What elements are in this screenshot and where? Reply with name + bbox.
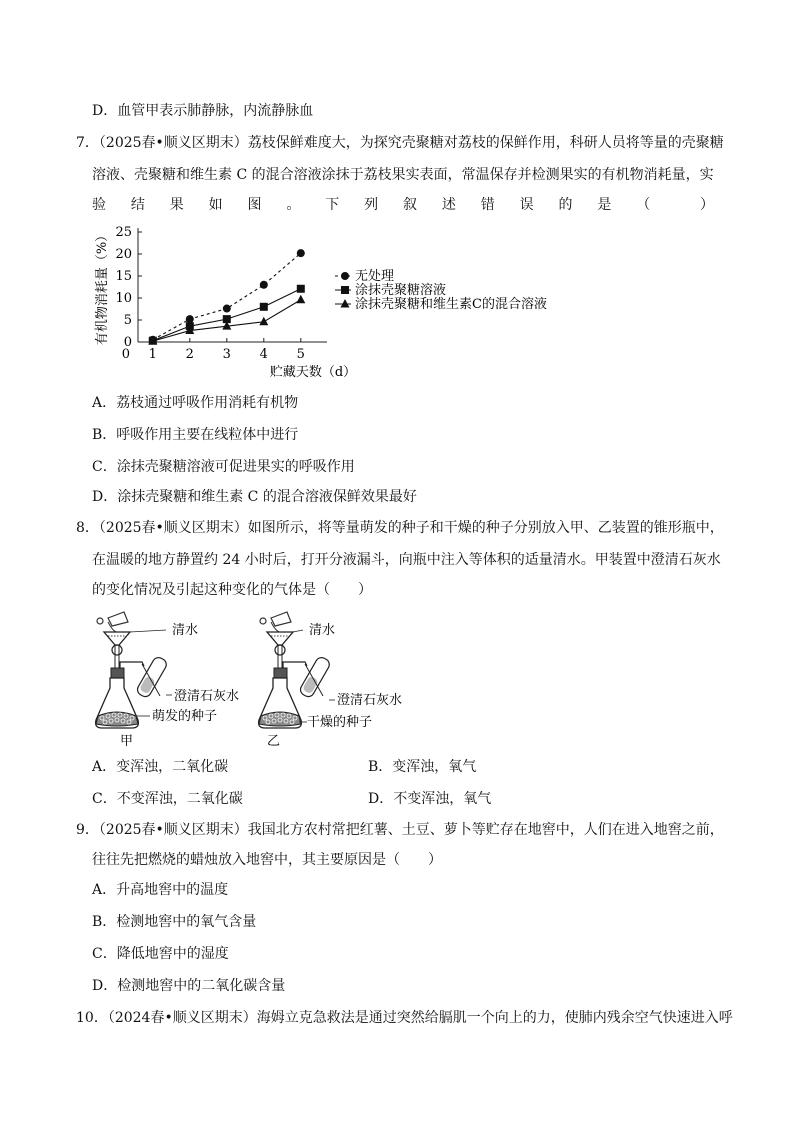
q7-stem-char: 的: [558, 197, 573, 213]
y-tick-label: 20: [115, 247, 132, 262]
q8-stem-line-1: 8．（2025春•顺义区期末）如图所示，将等量萌发的种子和干燥的种子分别放入甲、乙装置的锥形瓶中，: [76, 520, 724, 536]
q7-stem-line-3: [92, 195, 714, 215]
q7-stem-char: 图: [247, 197, 262, 213]
x-tick-label: 3: [222, 347, 231, 362]
x-tick-label: 1: [148, 347, 157, 362]
q8-option-d: D．不变浑浊，氧气: [368, 791, 492, 807]
q8-stem-line-2: 在温暖的地方静置约 24 小时后，打开分液漏斗，向瓶中注入等体积的适量清水。甲装置中澄清石灰水: [92, 552, 721, 568]
data-point-1: [186, 315, 194, 323]
q7-stem-line-2: 溶液、壳聚糖和维生素 C 的混合溶液涂抹于荔枝果实表面，常温保存并检测果实的有机物消耗量，实: [92, 167, 714, 183]
legend-label-1: 无处理: [355, 269, 395, 284]
x-tick-label: 5: [296, 347, 305, 362]
q7-stem-char: 叙: [403, 197, 417, 213]
q7-option-a: A．荔枝通过呼吸作用消耗有机物: [92, 395, 299, 411]
data-point-2: [260, 303, 268, 311]
q7-option-c: C．涂抹壳聚糖溶液可促进果实的呼吸作用: [92, 459, 355, 475]
q7-stem-char: 是: [597, 197, 612, 213]
q7-stem-char: 验: [92, 197, 106, 213]
series-line-2: [153, 289, 301, 341]
q7-stem-char: 述: [441, 197, 456, 213]
y-axis-label: 有机物消耗量（%）: [95, 228, 110, 346]
q7-stem-char: 结: [130, 197, 145, 213]
y-tick-label: 5: [123, 313, 132, 328]
q7-stem-char: 。: [286, 197, 301, 213]
y-tick-label: 25: [115, 225, 132, 240]
legend-marker-2: [341, 286, 349, 294]
x-tick-label: 4: [259, 347, 268, 362]
label-yi: 乙: [267, 734, 281, 749]
q9-option-d: D．检测地窖中的二氧化碳含量: [92, 978, 286, 994]
data-point-1: [260, 281, 268, 289]
q8-apparatus-figure: [90, 610, 420, 750]
legend-marker-1: [341, 272, 349, 280]
q7-option-b: B．呼吸作用主要在线粒体中进行: [92, 427, 299, 443]
data-point-1: [297, 249, 305, 257]
q8-stem-line-3: 的变化情况及引起这种变化的气体是（ ）: [92, 582, 372, 598]
q8-option-a: A．变浑浊，二氧化碳: [92, 759, 229, 775]
legend-label-2: 涂抹壳聚糖溶液: [355, 283, 447, 298]
q8-option-c: C．不变浑浊，二氧化碳: [92, 791, 243, 807]
q7-stem-char: 下: [325, 197, 340, 213]
q7-stem-char: 如: [208, 197, 223, 213]
q7-stem-char: ）: [700, 197, 714, 213]
label-seed-a: 萌发的种子: [152, 709, 218, 724]
q7-stem-char: 列: [364, 197, 379, 213]
y-tick-label: 10: [115, 291, 132, 306]
label-limewater-b: 澄清石灰水: [337, 693, 403, 708]
label-limewater-a: 澄清石灰水: [174, 689, 240, 704]
q9-stem-line-2: 往往先把燃烧的蜡烛放入地窖中，其主要原因是（ ）: [92, 852, 442, 868]
q7-stem-char: （: [636, 197, 651, 213]
label-water-b: 清水: [309, 623, 336, 638]
legend-label-3: 涂抹壳聚糖和维生素C的混合溶液: [355, 297, 547, 312]
q9-option-a: A．升高地窖中的温度: [92, 882, 229, 898]
q9-option-b: B．检测地窖中的氧气含量: [92, 914, 257, 930]
label-water-a: 清水: [172, 623, 199, 638]
q7-option-d: D．涂抹壳聚糖和维生素 C 的混合溶液保鲜效果最好: [92, 489, 417, 505]
data-point-2: [297, 285, 305, 293]
data-point-1: [223, 305, 231, 313]
q10-stem-line-1: 10．（2024春•顺义区期末）海姆立克急救法是通过突然给膈肌一个向上的力，使肺内残余空气快速进入呼: [76, 1010, 733, 1026]
q8-option-b: B．变浑浊，氧气: [368, 759, 477, 775]
y-tick-label: 15: [115, 269, 132, 284]
q7-stem-line-1: 7．（2025春•顺义区期末）荔枝保鲜难度大，为探究壳聚糖对荔枝的保鲜作用，科研人员将等量的壳聚糖: [76, 135, 724, 151]
data-point-3: [296, 295, 305, 304]
q9-option-c: C．降低地窖中的湿度: [92, 946, 229, 962]
q9-stem-line-1: 9．（2025春•顺义区期末）我国北方农村常把红薯、土豆、萝卜等贮存在地窖中，人们在进入地窖之前，: [76, 822, 724, 838]
label-seed-b: 干燥的种子: [307, 715, 373, 730]
apparatus-yi: [259, 612, 402, 749]
y-tick-label: 0: [123, 335, 132, 350]
q7-stem-char: 果: [169, 197, 184, 213]
q6-option-d: D．血管甲表示肺静脉，内流静脉血: [92, 103, 314, 119]
label-jia: 甲: [120, 734, 134, 749]
legend-marker-3: [341, 299, 350, 308]
q7-chart: [90, 224, 560, 384]
data-point-3: [259, 317, 268, 326]
q7-stem-char: 错: [480, 197, 495, 213]
x-tick-label: 2: [185, 347, 194, 362]
apparatus-jia: [96, 612, 239, 749]
q7-stem-char: 误: [519, 197, 534, 213]
x-axis-label: 贮藏天数（d）: [269, 365, 357, 380]
x-origin-label: 0: [121, 347, 130, 362]
